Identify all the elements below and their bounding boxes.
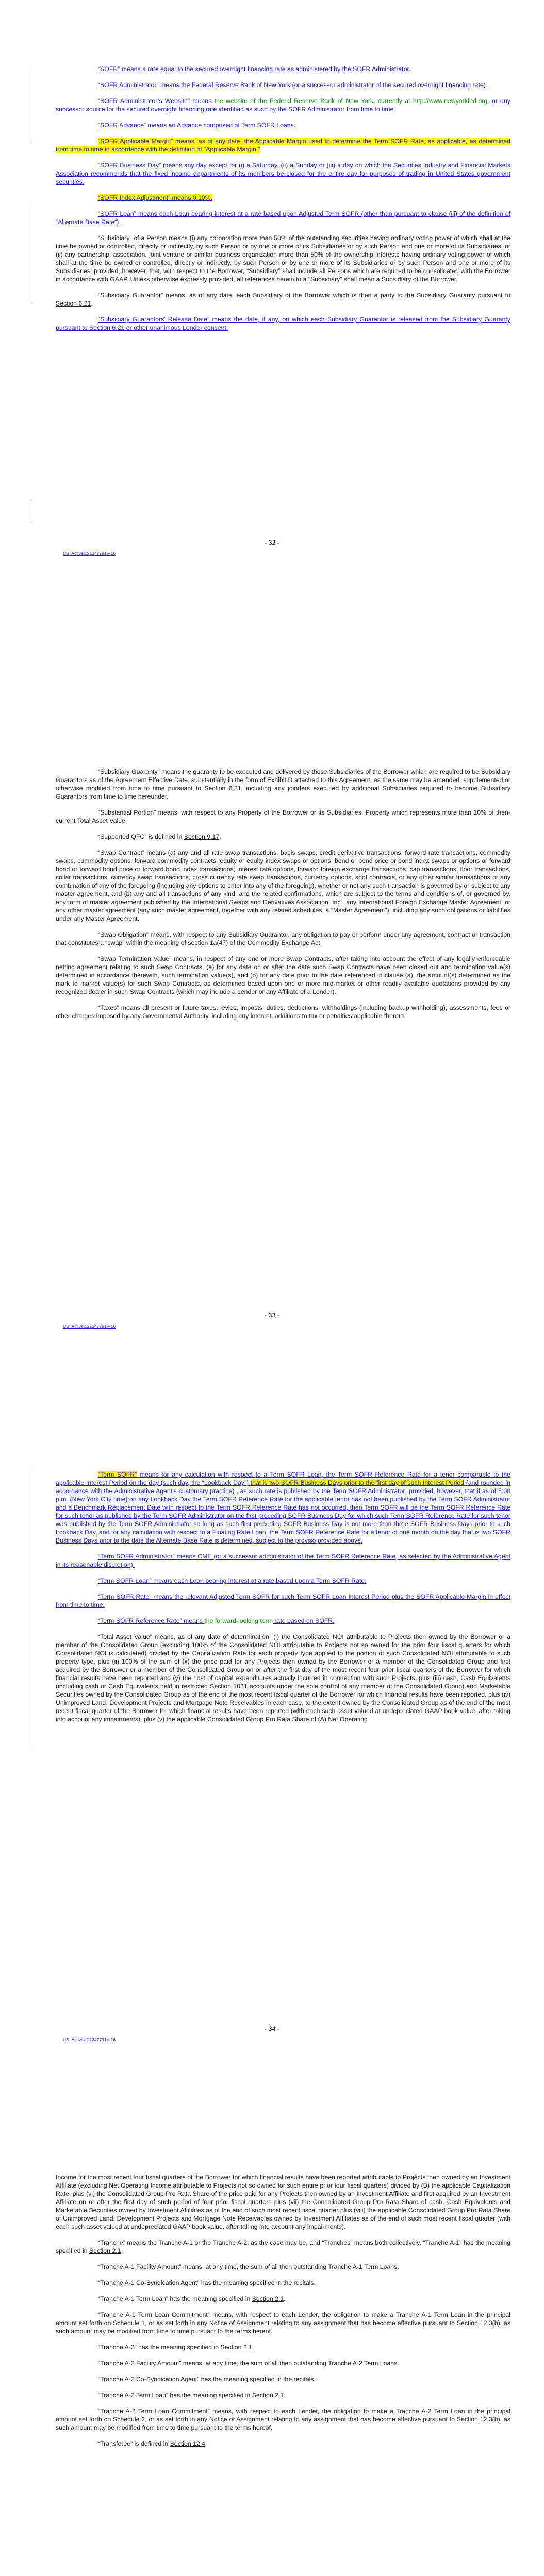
definition-transferee bbox=[56, 2439, 510, 2448]
definition-tranche-a1-co-syndication-agent bbox=[56, 2279, 510, 2287]
text-run: , as such amount may be modified from time to time pursuant to the terms hereof. bbox=[56, 2416, 510, 2431]
text-run: the forward-looking term bbox=[204, 1617, 273, 1624]
definition-term-sofr bbox=[56, 1470, 510, 1545]
footer-document-id: US_Active\121347791V-16 bbox=[63, 551, 116, 556]
text-run: . bbox=[91, 300, 93, 307]
text-run: rate based on SOFR. bbox=[272, 1617, 335, 1624]
definition-sofr-administrator bbox=[56, 81, 510, 89]
footer-document-id: US_Active\121347791V-16 bbox=[63, 2037, 116, 2042]
text-run: “SOFR Advance” means an Advance comprised of Term SOFR Loans. bbox=[98, 122, 296, 129]
text-run: “Subsidiary Guaranty” means the guaranty to be executed and delivered by those Subsidiaries of the Borrower which are required to be Subsidiary Guarantors as of the Agreement Effective Date, substantially in the form of bbox=[56, 768, 510, 784]
text-run: attached to this Agreement, as the same may be amended, supplemented or otherwise modified from time to time pursuant to bbox=[56, 776, 510, 792]
section-reference: Section 12.4 bbox=[170, 2440, 206, 2447]
section-reference: Section 6.21 bbox=[204, 785, 241, 792]
text-run: “Taxes” means all present or future taxes, levies, imposts, duties, deductions, withholdings (including backup withholding), assessments, fees or other charges imposed by any Governmental Authority, including any interest, additions to tax or penalties applicable thereto. bbox=[56, 1004, 510, 1020]
definition-taxes bbox=[56, 1004, 510, 1020]
definition-tranche-a2-term-loan-commitment bbox=[56, 2407, 510, 2432]
text-run: . bbox=[284, 2295, 286, 2302]
page-32-content bbox=[56, 65, 510, 340]
definition-tranche bbox=[56, 2239, 510, 2255]
definition-sofr-loan bbox=[56, 210, 510, 226]
text-run: . bbox=[252, 2344, 254, 2351]
definition-subsidiary-guaranty bbox=[56, 768, 510, 801]
text-run: “SOFR” means a rate equal to the secured overnight financing rate as administered by the SOFR Administrator. bbox=[98, 65, 411, 73]
text-run: “Subsidiary Guarantor” means, as of any date, each Subsidiary of the Borrower which is then a party to the Subsidiary Guaranty pursuant to bbox=[98, 292, 510, 299]
text-run: “SOFR Index Adjustment” means 0.10%. bbox=[98, 194, 213, 201]
text-run: or any successor source for the secured overnight financing rate identified as such by the SOFR Administrator from time to time. bbox=[56, 97, 510, 113]
page-35-content bbox=[56, 2173, 510, 2455]
text-run: (and rounded in accordance with the Administrative Agent’s customary practice) , as such rate is published by the Term SOFR Administrator; provided, however, that if as of 5:00 p.m. (New York City time) on any Lookback Day the Term SOFR Reference Rate for the applicable tenor has not been published by the Term SOFR Administrator and a Benchmark Replacement Date with respect to the Term SOFR Reference Rate has not occurred, then Term SOFR will be the Term SOFR Reference Rate for such tenor as published by the Term SOFR Administrator on the first preceding SOFR Business Day for which such Term SOFR Reference Rate for such tenor was published by the Term SOFR Administrator so long as such first preceding SOFR Business Day is not more than three SOFR Business Days prior to such Lookback Day, and for any calculation with respect to a Floating Rate Loan, the Term SOFR Reference Rate for a tenor of one month on the day that is two SOFR Business Days prior to the date the Alternate Base Rate is determined, subject to the proviso provided above. bbox=[56, 1479, 510, 1544]
section-reference: Section 2.1 bbox=[220, 2344, 252, 2351]
text-run: “Transferee” is defined in bbox=[98, 2440, 170, 2447]
text-run: . bbox=[219, 833, 221, 840]
text-run: “Tranche A-2 Facility Amount” means, at any time, the sum of all then outstanding Tranche A-2 Term Loans. bbox=[98, 2360, 399, 2367]
definition-sofr-index-adjustment bbox=[56, 194, 510, 202]
text-run: “Tranche A-1 Term Loan” has the meaning specified in bbox=[98, 2295, 252, 2302]
text-run: “Tranche A-2” has the meaning specified in bbox=[98, 2344, 221, 2351]
text-run: “Tranche” means the Tranche A-1 or the Tranche A-2, as the case may be, and “Tranches” means both collectively. “Tranche A-1” has the meaning specified in bbox=[56, 2239, 510, 2255]
text-run: “Total Asset Value” means, as of any date of determination, (i) the Consolidated NOI attributable to Projects then owned by the Borrower or a member of the Consolidated Group (excluding 100% of the Consolidated NOI attributable to Projects not so owned for the prior four fiscal quarters for which Consolidated NOI is calculated) divided by the Capitalization Rate for each property type applied to the portion of such Consolidated NOI attributable to such property type, plus (ii) 100% of the sum of (x) the price paid for any Projects then owned by the Borrower or a member of the Consolidated Group and first acquired by the Borrower or a member of the Consolidated Group on or after the first day of the most recent four prior fiscal quarters of the Borrower for which financial results have been reported and (y) the cost of capital expenditures actually incurred in connection with such Projects, plus (iii) cash, Cash Equivalents (including cash or Cash Equivalents held in restricted Section 1031 accounts under the sole control of any member of the Consolidated Group) and Marketable Securities owned by the Consolidated Group as of the end of the most recent fiscal quarter of the Borrower for which financial results have been reported, plus (iv) Unimproved Land, Development Projects and Mortgage Note Receivables in each case, to the extent owned by the Consolidated Group as of the end of the most recent fiscal quarter of the Borrower for which financial results have been reported (with each such asset valued at undepreciated GAAP book value, after taking into account any impairments), plus (v) the applicable Consolidated Group Pro Rata Share of (A) Net Operating bbox=[56, 1633, 510, 1723]
definition-subsidiary-guarantors-release-date bbox=[56, 315, 510, 332]
text-run: “SOFR Applicable Margin” means, as of any date, the Applicable Margin used to determine the Term SOFR Rate, as applicable, as determined from time to time in accordance with the definition of “Applicable Margin.” bbox=[56, 138, 510, 153]
text-run: , including any joinders executed by additional Subsidiaries required to become Subsidiary Guarantors from time to time hereunder. bbox=[56, 785, 510, 800]
text-run: “SOFR Loan” means each Loan bearing interest at a rate based upon Adjusted Term SOFR (other than pursuant to clause (iii) of the definition of “Alternate Base Rate”). bbox=[56, 210, 510, 226]
definition-term-sofr-loan bbox=[56, 1577, 510, 1585]
definition-substantial-portion bbox=[56, 808, 510, 825]
page-34 bbox=[0, 1406, 544, 2110]
definition-tranche-a1-term-loan-commitment bbox=[56, 2311, 510, 2335]
text-run: “Term SOFR Administrator” means CME (or a successor administrator of the Term SOFR Reference Rate, as selected by the Administrative Agent in its reasonable discretion). bbox=[56, 1553, 510, 1568]
text-run: “Substantial Portion” means, with respect to any Property of the Borrower or its Subsidiaries, Property which represents more than 10% of then-current Total Asset Value. bbox=[56, 809, 510, 824]
text-run: “Supported QFC” is defined in bbox=[98, 833, 184, 840]
text-run: “SOFR Administrator” means the Federal Reserve Bank of New York (or a successor administrator of the secured overnight financing rate). bbox=[98, 81, 488, 89]
definition-tranche-a2-facility-amount bbox=[56, 2359, 510, 2367]
section-reference: Section 2.1 bbox=[89, 2247, 121, 2255]
page-number: - 33 - bbox=[265, 1312, 279, 1319]
definition-total-asset-value bbox=[56, 1633, 510, 1723]
text-run: “Tranche A-1 Term Loan Commitment” means, with respect to each Lender, the obligation to make a Tranche A-1 Term Loan in the principal amount set forth on Schedule 1, or as set forth in any Notice of Assignment relating to any assignment that has become effective pursuant to bbox=[56, 2311, 510, 2327]
text-run: “Subsidiary Guarantors’ Release Date” means the date, if any, on which each Subsidiary Guarantor is released from the Subsidiary Guaranty pursuant to Section 6.21 or other unanimous Lender consent. bbox=[56, 316, 510, 331]
text-run: “Term SOFR Reference Rate” means bbox=[98, 1617, 205, 1624]
text-run: “Tranche A-2 Term Loan Commitment” means, with respect to each Lender, the obligation to make a Tranche A-2 Term Loan in the principal amount set forth on Schedule 2, or as set forth in any Notice of Assignment relating to any assignment that has become effective pursuant to bbox=[56, 2408, 510, 2423]
definition-sofr bbox=[56, 65, 510, 73]
section-reference: Section 12.3(b) bbox=[456, 2416, 500, 2423]
text-run: “SOFR Business Day” means any day except for (i) a Saturday, (ii) a Sunday or (iii) a day on which the Securities Industry and Financial Markets Association recommends that the fixed income departments of its members be closed for the entire day for purposes of trading in United States government securities. bbox=[56, 162, 510, 185]
page-33-content bbox=[56, 768, 510, 1028]
definition-term-sofr-reference-rate bbox=[56, 1617, 510, 1625]
section-reference: Section 12.3(b) bbox=[456, 2319, 500, 2327]
text-run: the website of the Federal Reserve Bank of New York, currently at http://www.newyorkfed.org, bbox=[214, 97, 492, 105]
page-number: - 32 - bbox=[265, 539, 279, 546]
page-34-content bbox=[56, 1470, 510, 1731]
page-33 bbox=[0, 703, 544, 1406]
text-run: “Tranche A-1 Facility Amount” means, at any time, the sum of all then outstanding Tranche A-1 Term Loans. bbox=[98, 2263, 399, 2270]
definition-tranche-a1-facility-amount bbox=[56, 2263, 510, 2271]
definition-tranche-a2-co-syndication-agent bbox=[56, 2375, 510, 2383]
text-run: Income for the most recent four fiscal quarters of the Borrower for which financial results have been reported attributable to Projects then owned by an Investment Affiliate (excluding Net Operating Income attributable to Projects not so owned for such entire prior four fiscal quarters) divided by (B) the applicable Capitalization Rate, plus (vi) the Consolidated Group Pro Rata Share of the price paid for any Projects then owned by an Investment Affiliate and first acquired by an Investment Affiliate on or after the first day of such period of four prior fiscal quarters plus (vii) the Consolidated Group Pro Rata Share of cash, Cash Equivalents and Marketable Securities owned by Investment Affiliates as of the end of such most recent fiscal quarter plus (viii) the applicable Consolidated Group Pro Rata Share of Unimproved Land, Development Projects and Mortgage Note Receivables owned by Investment Affiliates as of the end of such most recent fiscal quarter (with each such asset valued at undepreciated GAAP book value, after taking into account any impairments). bbox=[56, 2174, 510, 2230]
definition-term-sofr-administrator bbox=[56, 1552, 510, 1569]
text-run: “Term SOFR Loan” means each Loan bearing interest at a rate based upon a Term SOFR Rate. bbox=[98, 1577, 367, 1584]
definition-sofr-business-day bbox=[56, 161, 510, 186]
page-35 bbox=[0, 2110, 544, 2576]
text-run: “Tranche A-2 Co-Syndication Agent” has the meaning specified in the recitals. bbox=[98, 2376, 316, 2383]
text-run: “Term SOFR Rate” means the relevant Adjusted Term SOFR for such Term SOFR Loan Interest Period plus the SOFR Applicable Margin in effect from time to time. bbox=[56, 1593, 510, 1608]
text-run: “Swap Contract” means (a) any and all rate swap transactions, basis swaps, credit derivative transactions, forward rate transactions, commodity swaps, commodity options, forward commodity contracts, equity or equity index swaps or options, bond or bond price or bond index swaps or options or forward bond or forward bond price or forward bond index transactions, interest rate options, forward foreign exchange transactions, cap transactions, floor transactions, collar transactions, currency swap transactions, cross currency rate swap transactions, currency options, spot contracts, or any other similar transactions or any combination of any of the foregoing (including any options to enter into any of the foregoing), whether or not any such transaction is governed by or subject to any master agreement, and (b) any and all transactions of any kind, and the related confirmations, which are subject to the terms and conditions of, or governed by, any form of master agreement published by the International Swaps and Derivatives Association, Inc., any International Foreign Exchange Master Agreement, or any other master agreement (any such master agreement, together with any related schedules, a “Master Agreement”), including any such obligations or liabilities under any Master Agreement. bbox=[56, 849, 510, 922]
text-run: . bbox=[284, 2392, 286, 2399]
text-run: “SOFR Administrator’s Website” means bbox=[98, 97, 215, 105]
text-run: “Tranche A-2 Term Loan” has the meaning specified in bbox=[98, 2392, 252, 2399]
definition-swap-obligation bbox=[56, 930, 510, 947]
section-reference: Section 2.1 bbox=[252, 2392, 284, 2399]
text-run: “Subsidiary” of a Person means (i) any corporation more than 50% of the outstanding securities having ordinary voting power of which shall at the time be owned or controlled, directly or indirectly, by such Person or by one or more of its Subsidiaries or by such Person and one or more of its Subsidiaries, or (ii) any partnership, association, joint venture or similar business organization more than 50% of the ownership interests having ordinary voting power of which shall at the time be owned or controlled, directly or indirectly, by such Person or by one or more of its Subsidiaries or by such Person and one or more of its Subsidiaries; provided, however, that, with respect to the Borrower, “Subsidiary” shall include all Persons which are required to be consolidated with the Borrower in accordance with GAAP. Unless otherwise expressly provided, all references herein to a “Subsidiary” shall mean a Subsidiary of the Borrower. bbox=[56, 234, 510, 283]
definition-tranche-a2 bbox=[56, 2343, 510, 2351]
text-run: “Tranche A-1 Co-Syndication Agent” has the meaning specified in the recitals. bbox=[98, 2279, 316, 2286]
text-run: “Term SOFR” bbox=[98, 1471, 137, 1478]
definition-swap-contract bbox=[56, 849, 510, 923]
text-run: “Swap Termination Value” means, in respect of any one or more Swap Contracts, after taking into account the effect of any legally enforceable netting agreement relating to such Swap Contracts, (a) for any date on or after the date such Swap Contracts have been closed out and termination value(s) determined in accordance therewith, such termination value(s), and (b) for any date prior to the date referenced in clause (a), the amount(s) determined as the mark to market value(s) for such Swap Contracts, as determined based upon one or more mid-market or other readily available quotations provided by any recognized dealer in such Swap Contracts (which may include a Lender or any Affiliate of a Lender). bbox=[56, 955, 510, 995]
page-32 bbox=[0, 0, 544, 703]
definition-tranche-a2-term-loan bbox=[56, 2391, 510, 2399]
text-run: . bbox=[205, 2440, 207, 2447]
definition-total-asset-value-continued bbox=[56, 2173, 510, 2231]
text-run: , as such amount may be modified from time to time pursuant to the terms hereof. bbox=[56, 2319, 510, 2335]
page-number: - 34 - bbox=[265, 2025, 279, 2032]
definition-subsidiary-guarantor bbox=[56, 291, 510, 308]
definition-tranche-a1-term-loan bbox=[56, 2295, 510, 2303]
footer-document-id: US_Active\121347791V-16 bbox=[63, 1324, 116, 1329]
section-reference: Section 6.21 bbox=[56, 300, 91, 307]
text-run: “Swap Obligation” means, with respect to any Subsidiary Guarantor, any obligation to pay or perform under any agreement, contract or transaction that constitutes a “swap” within the meaning of section 1a(47) of the Commodity Exchange Act. bbox=[56, 931, 510, 946]
text-run: that is two SOFR Business Days prior to the first day of such Interest Period bbox=[250, 1479, 465, 1486]
definition-subsidiary bbox=[56, 234, 510, 283]
section-reference: Exhibit D bbox=[267, 776, 293, 784]
section-reference: Section 9.17 bbox=[184, 833, 220, 840]
definition-swap-termination-value bbox=[56, 955, 510, 996]
definition-term-sofr-rate bbox=[56, 1592, 510, 1609]
text-run: means for any calculation with respect to a Term SOFR Loan, the Term SOFR Reference Rate for a tenor comparable to the applicable Interest Period on the day (such day, the “Lookback Day”) bbox=[56, 1471, 511, 1486]
definition-supported-qfc bbox=[56, 833, 510, 841]
section-reference: Section 2.1 bbox=[252, 2295, 284, 2302]
definition-sofr-administrator-website bbox=[56, 97, 510, 113]
definition-sofr-applicable-margin bbox=[56, 137, 510, 154]
text-run: . bbox=[121, 2247, 123, 2255]
definition-sofr-advance bbox=[56, 121, 510, 129]
